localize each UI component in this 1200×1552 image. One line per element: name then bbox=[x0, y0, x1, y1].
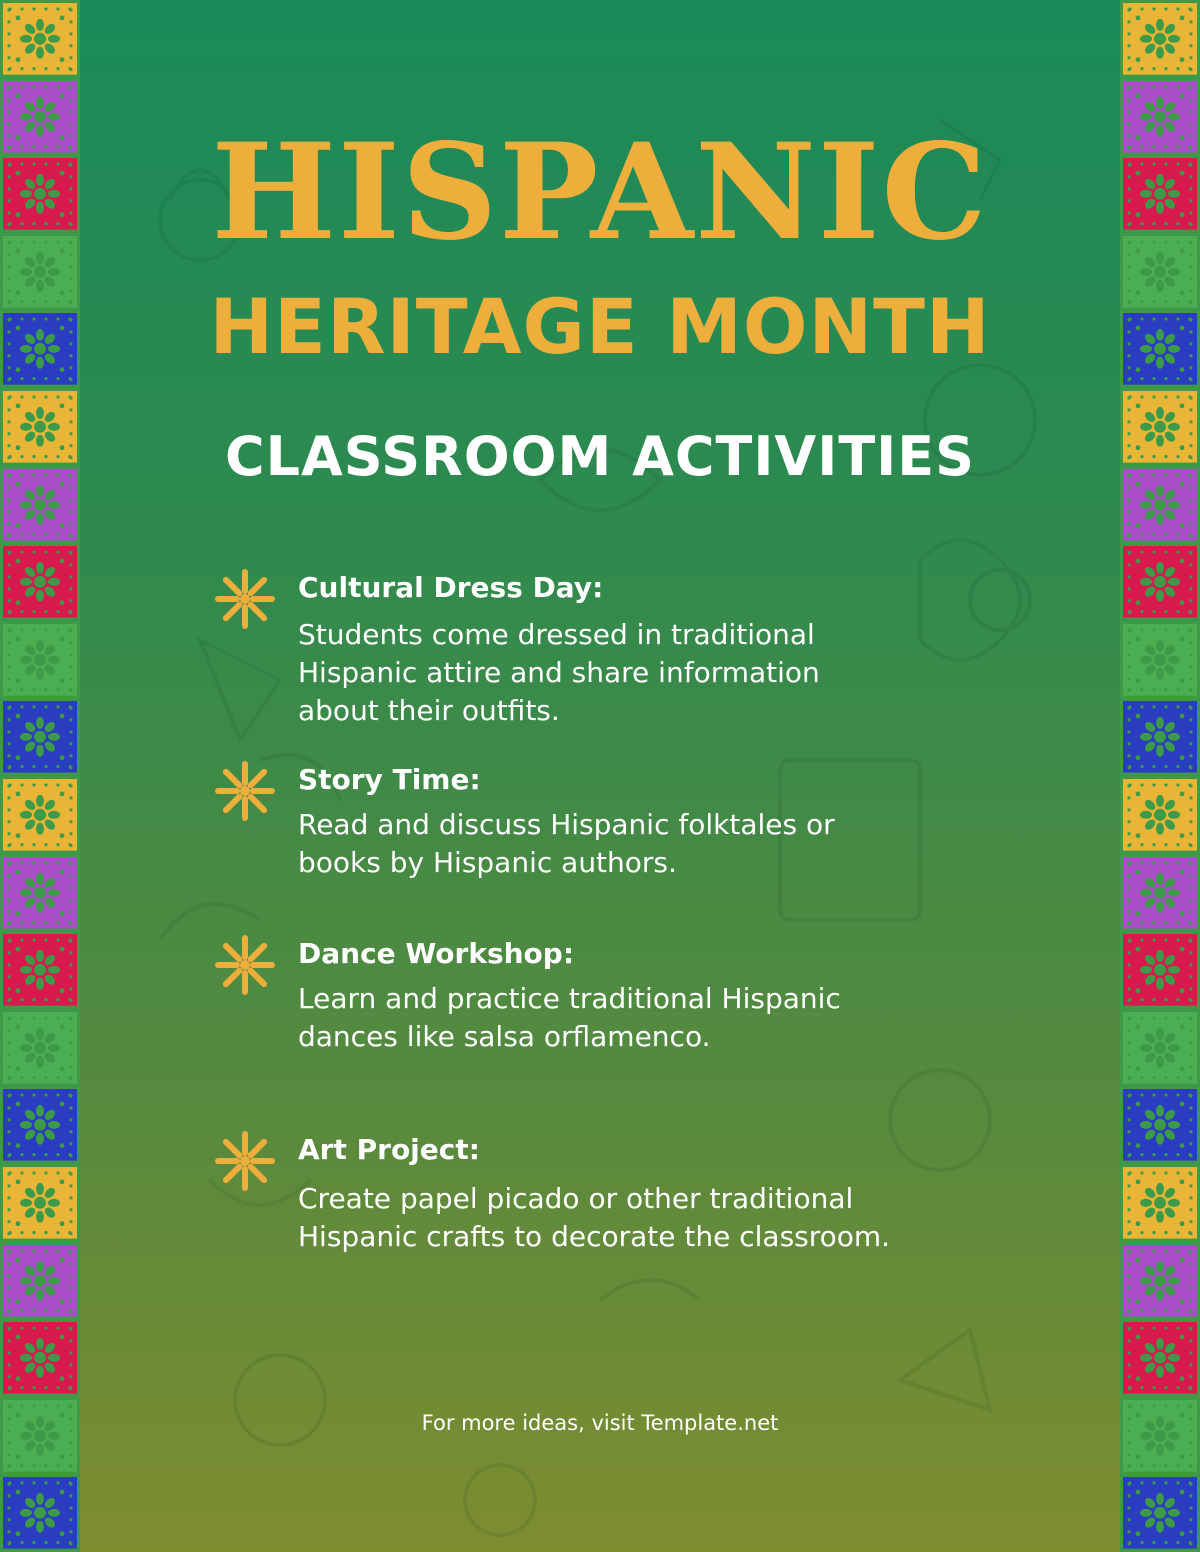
papel-picado-flower-icon bbox=[0, 233, 80, 311]
asterisk-flower-icon bbox=[214, 568, 276, 630]
papel-picado-flower-icon bbox=[0, 854, 80, 932]
description-line: Hispanic attire and share information bbox=[298, 656, 820, 689]
papel-picado-flower-icon bbox=[1120, 310, 1200, 388]
activity-heading: Cultural Dress Day: bbox=[298, 571, 604, 604]
papel-picado-flower-icon bbox=[0, 931, 80, 1009]
papel-picado-flower-icon bbox=[0, 1397, 80, 1475]
title-heritage-month: HERITAGE MONTH bbox=[209, 282, 991, 371]
papel-picado-border-right bbox=[1120, 0, 1200, 1552]
activity-heading: Dance Workshop: bbox=[298, 937, 575, 970]
papel-picado-flower-icon bbox=[1120, 1086, 1200, 1164]
section-title-classroom-activities: CLASSROOM ACTIVITIES bbox=[224, 425, 976, 488]
papel-picado-flower-icon bbox=[1120, 621, 1200, 699]
papel-picado-flower-icon bbox=[0, 1164, 80, 1242]
description-line: Read and discuss Hispanic folktales or bbox=[298, 808, 835, 841]
activity-description bbox=[298, 980, 998, 1056]
papel-picado-flower-icon bbox=[0, 698, 80, 776]
papel-picado-flower-icon bbox=[0, 1086, 80, 1164]
asterisk-flower-icon bbox=[214, 1130, 276, 1192]
asterisk-flower-icon bbox=[214, 934, 276, 996]
activity-heading: Story Time: bbox=[298, 763, 481, 796]
papel-picado-flower-icon bbox=[0, 310, 80, 388]
papel-picado-flower-icon bbox=[1120, 854, 1200, 932]
papel-picado-flower-icon bbox=[1120, 1164, 1200, 1242]
papel-picado-flower-icon bbox=[0, 543, 80, 621]
papel-picado-flower-icon bbox=[1120, 233, 1200, 311]
papel-picado-flower-icon bbox=[1120, 155, 1200, 233]
activity-description bbox=[298, 806, 998, 882]
papel-picado-flower-icon bbox=[0, 1319, 80, 1397]
papel-picado-flower-icon bbox=[1120, 776, 1200, 854]
activity-heading: Art Project: bbox=[298, 1133, 480, 1166]
papel-picado-flower-icon bbox=[1120, 543, 1200, 621]
papel-picado-flower-icon bbox=[1120, 1242, 1200, 1320]
papel-picado-flower-icon bbox=[0, 466, 80, 544]
description-line: about their outfits. bbox=[298, 694, 560, 727]
papel-picado-flower-icon bbox=[0, 1009, 80, 1087]
papel-picado-flower-icon bbox=[0, 621, 80, 699]
papel-picado-flower-icon bbox=[1120, 78, 1200, 156]
asterisk-flower-icon bbox=[214, 760, 276, 822]
papel-picado-flower-icon bbox=[1120, 1009, 1200, 1087]
papel-picado-flower-icon bbox=[1120, 1474, 1200, 1552]
description-line: dances like salsa orflamenco. bbox=[298, 1020, 711, 1053]
papel-picado-flower-icon bbox=[1120, 931, 1200, 1009]
papel-picado-flower-icon bbox=[1120, 1319, 1200, 1397]
papel-picado-flower-icon bbox=[1120, 0, 1200, 78]
papel-picado-flower-icon bbox=[1120, 388, 1200, 466]
papel-picado-flower-icon bbox=[1120, 1397, 1200, 1475]
footer-note: For more ideas, visit Template.net bbox=[421, 1411, 779, 1435]
papel-picado-flower-icon bbox=[0, 0, 80, 78]
papel-picado-border-left bbox=[0, 0, 80, 1552]
papel-picado-flower-icon bbox=[0, 1474, 80, 1552]
activity-description bbox=[298, 616, 998, 730]
papel-picado-flower-icon bbox=[0, 78, 80, 156]
papel-picado-flower-icon bbox=[1120, 466, 1200, 544]
activity-description bbox=[298, 1180, 998, 1256]
papel-picado-flower-icon bbox=[1120, 698, 1200, 776]
description-line: Create papel picado or other traditional bbox=[298, 1182, 854, 1215]
papel-picado-flower-icon bbox=[0, 776, 80, 854]
papel-picado-flower-icon bbox=[0, 388, 80, 466]
description-line: Learn and practice traditional Hispanic bbox=[298, 982, 841, 1015]
title-hispanic: HISPANIC bbox=[211, 115, 989, 270]
description-line: books by Hispanic authors. bbox=[298, 846, 677, 879]
papel-picado-flower-icon bbox=[0, 1242, 80, 1320]
papel-picado-flower-icon bbox=[0, 155, 80, 233]
description-line: Hispanic crafts to decorate the classroom. bbox=[298, 1220, 891, 1253]
description-line: Students come dressed in traditional bbox=[298, 618, 815, 651]
